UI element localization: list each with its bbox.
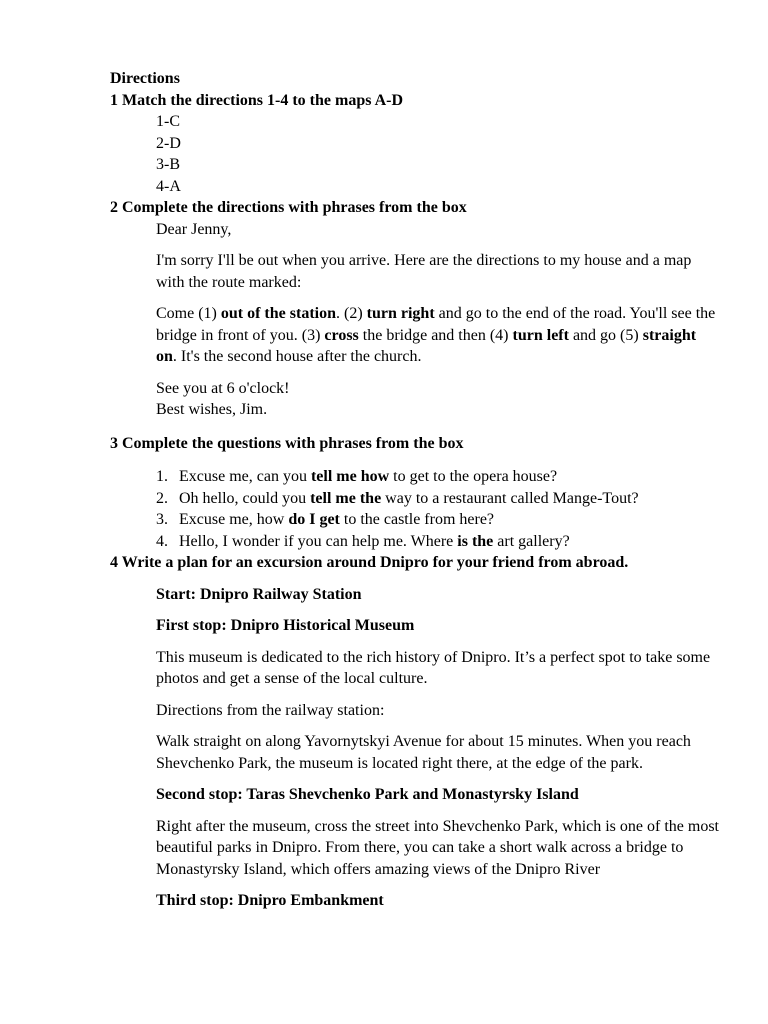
answer-4: turn left	[512, 326, 569, 344]
ex3-question-list	[156, 466, 720, 552]
ex1-answers	[156, 111, 720, 197]
answer-3: cross	[324, 326, 359, 344]
letter-see-you: See you at 6 o'clock!	[156, 379, 290, 397]
list-item: 4. Hello, I wonder if you can help me. Where is the art gallery?	[156, 532, 570, 550]
ex2-letter	[156, 219, 720, 421]
letter-intro: I'm sorry I'll be out when you arrive. Here are the directions to my house and a map with the route marked:	[156, 252, 692, 291]
ex1-heading: 1 Match the directions 1-4 to the maps A-D	[110, 91, 404, 109]
document-title: Directions	[110, 70, 180, 87]
plan-stop-2-description: Right after the museum, cross the street into Shevchenko Park, which is one of the most beautiful parks in Dnipro. From there, you can take a short walk across a bridge to Monastyrsky Island, which offers amazing views of the Dnipro River	[156, 817, 719, 878]
plan-stop-2: Second stop: Taras Shevchenko Park and Monastyrsky Island	[156, 786, 579, 803]
letter-greeting: Dear Jenny,	[156, 220, 232, 238]
ex1-answer: 1-C	[156, 113, 180, 130]
answer-2: turn right	[366, 305, 435, 322]
answer-5: straight on	[156, 326, 697, 365]
plan-stop-3: Third stop: Dnipro Embankment	[156, 892, 384, 909]
ex3-heading: 3 Complete the questions with phrases from the box	[110, 434, 464, 452]
list-item: 2. Oh hello, could you tell me the way to a restaurant called Mange-Tout?	[156, 489, 639, 507]
plan-directions-text: Walk straight on along Yavornytskyi Avenue for about 15 minutes. When you reach Shevchenko Park, the museum is located right there, at the edge of the park.	[156, 733, 691, 772]
ex1-answer: 2-D	[156, 134, 181, 152]
document-content	[110, 68, 720, 912]
plan-start: Start: Dnipro Railway Station	[156, 585, 362, 603]
ex1-answer: 4-A	[156, 177, 181, 195]
plan-stop-1-description: This museum is dedicated to the rich history of Dnipro. It’s a perfect spot to take some photos and get a sense of the local culture.	[156, 648, 711, 687]
ex4-plan	[156, 584, 720, 912]
ex2-heading: 2 Complete the directions with phrases from the box	[110, 199, 467, 216]
list-item: 1. Excuse me, can you tell me how to get to the opera house?	[156, 468, 558, 485]
plan-directions-label: Directions from the railway station:	[156, 701, 385, 719]
answer-1: out of the station	[220, 305, 336, 322]
plan-stop-1: First stop: Dnipro Historical Museum	[156, 617, 415, 634]
ex4-heading: 4 Write a plan for an excursion around Dnipro for your friend from abroad.	[110, 554, 629, 571]
ex1-answer: 3-B	[156, 156, 180, 173]
letter-signoff: Best wishes, Jim.	[156, 401, 268, 418]
letter-directions: Come (1) out of the station. (2) turn right and go to the end of the road. You'll see the bridge in front of you. (3) cross the bridge and then (4) turn left and go (5) straight on. It's the second house after the church.	[156, 305, 716, 365]
list-item: 3. Excuse me, how do I get to the castle from here?	[156, 511, 495, 528]
